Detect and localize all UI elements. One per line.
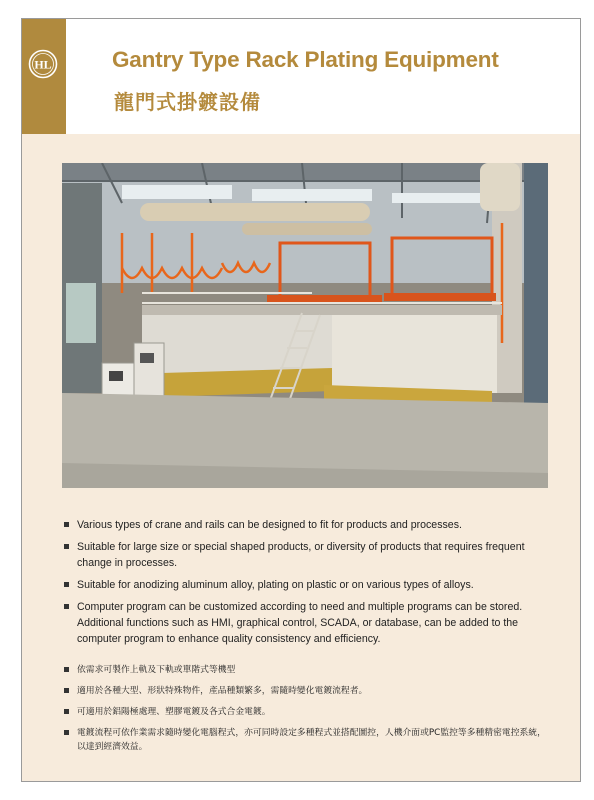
brand-bar (22, 19, 66, 134)
feature-zh-item: 適用於各種大型、形狀特殊物件，產品種類繁多，需隨時變化電鍍流程者。 (63, 684, 553, 698)
brochure-page (21, 18, 581, 782)
feature-en-item: Suitable for large size or special shaped products, or diversity of products that requires frequent change in processes. (63, 539, 553, 571)
features-english-list (63, 517, 553, 653)
title-english: Gantry Type Rack Plating Equipment (112, 47, 499, 72)
company-logo-icon (28, 49, 58, 79)
feature-zh-item: 可適用於鋁陽極處理、塑膠電鍍及各式合金電鍍。 (63, 705, 553, 719)
feature-en-item: Various types of crane and rails can be designed to fit for products and processes. (63, 517, 553, 533)
factory-photo (62, 163, 548, 488)
plating-line-illustration (62, 163, 548, 488)
feature-en-item: Suitable for anodizing aluminum alloy, plating on plastic or on various types of alloys. (63, 577, 553, 593)
header (22, 19, 580, 134)
feature-en-item: Computer program can be customized according to need and multiple programs can be stored. Additional functions such as HMI, graphical control, SCADA, or database, can be added to the computer program to enhance quality consistency and efficiency. (63, 599, 553, 647)
logo-text: HL (34, 57, 52, 72)
features-chinese-list (63, 663, 553, 761)
title-chinese: 龍門式掛鍍設備 (114, 90, 261, 114)
feature-zh-item: 依需求可製作上軌及下軌或單階式等機型 (63, 663, 553, 677)
feature-zh-item: 電鍍流程可依作業需求隨時變化電腦程式，亦可同時設定多種程式並搭配圖控，人機介面或PC監控等多種精密電控系統，以達到經濟效益。 (63, 726, 553, 754)
